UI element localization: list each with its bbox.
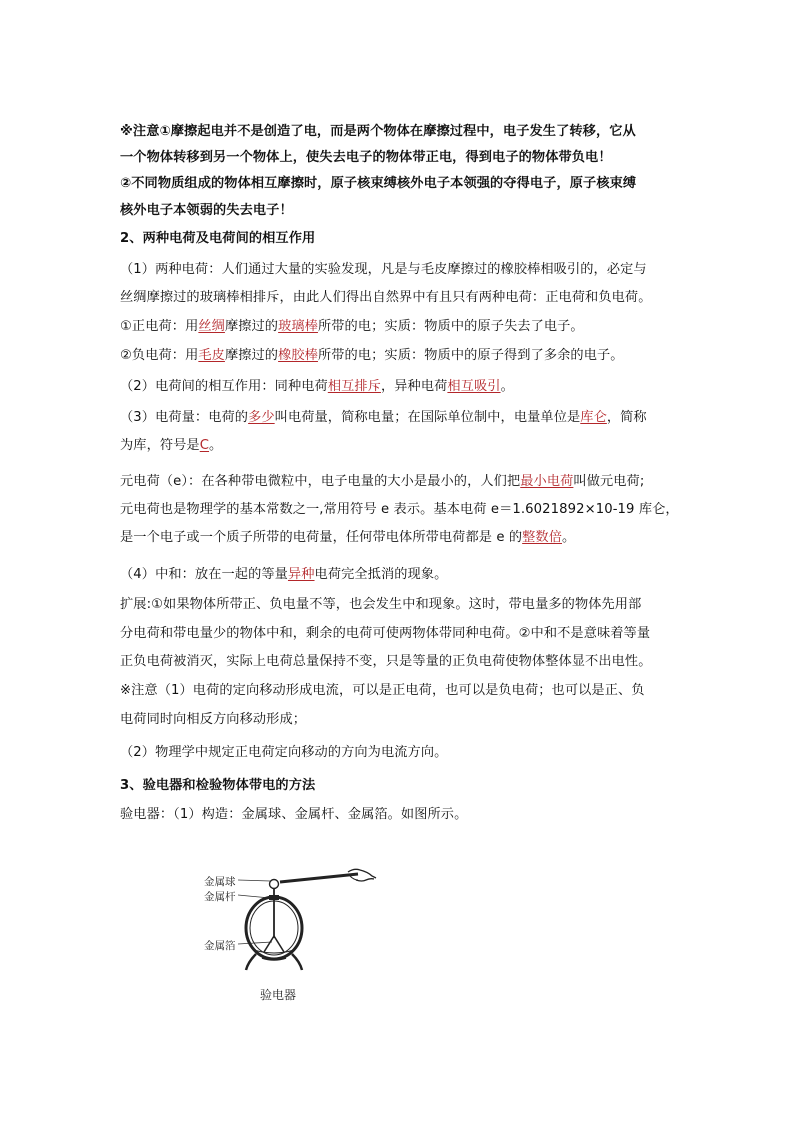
- text-run: 电荷完全抵消的现象。: [314, 567, 448, 582]
- text-run: 所带的电；实质：物质中的原子失去了电子。: [317, 319, 584, 334]
- text-run: 电荷同时向相反方向移动形成；: [120, 712, 307, 727]
- text-run: ※注意（1）电荷的定向移动形成电流，可以是正电荷，也可以是负电荷；也可以是正、负: [120, 683, 645, 698]
- text-line: [120, 231, 315, 247]
- key-term: 整数倍: [522, 530, 563, 545]
- text-line: [120, 124, 636, 140]
- text-run: 扩展:①如果物体所带正、负电量不等，也会发生中和现象。这时，带电量多的物体先用部: [120, 597, 642, 612]
- text-run: 正负电荷被消灭，实际上电荷总量保持不变，只是等量的正负电荷使物体整体显不出电性。: [120, 654, 652, 669]
- label-metal-rod: 金属杆: [204, 891, 236, 903]
- text-run: （3）电荷量：电荷的: [120, 410, 249, 425]
- text-run: 为库，符号是: [120, 438, 200, 453]
- text-line: [120, 807, 467, 823]
- text-run: 3、验电器和检验物体带电的方法: [120, 778, 316, 793]
- key-term: C: [199, 438, 210, 453]
- text-run: ①正电荷：用: [120, 319, 199, 334]
- text-run: 2、两种电荷及电荷间的相互作用: [120, 231, 316, 246]
- text-run: 。: [562, 530, 576, 545]
- text-line: [120, 530, 575, 546]
- label-metal-ball: 金属球: [204, 876, 236, 888]
- text-run: 分电荷和带电量少的物体中和，剩余的电荷可使两物体带同种电荷。②中和不是意味着等量: [120, 626, 651, 641]
- key-term: 库仑: [580, 410, 607, 425]
- text-line: [120, 597, 641, 613]
- text-run: 元电荷（e）：在各种带电微粒中，电子电量的大小是最小的，人们把: [120, 474, 521, 489]
- text-line: [120, 778, 315, 794]
- text-run: （4）中和：放在一起的等量: [120, 567, 288, 582]
- text-line: [120, 262, 647, 278]
- key-term: 丝绸: [198, 319, 225, 334]
- text-line: [120, 438, 222, 454]
- text-line: [120, 745, 447, 761]
- text-run: ※注意①摩擦起电并不是创造了电，而是两个物体在摩擦过程中，电子发生了转移，它从: [120, 124, 636, 139]
- text-run: 摩擦过的: [224, 348, 279, 363]
- text-run: 摩擦过的: [224, 319, 279, 334]
- text-line: [120, 567, 447, 583]
- key-term: 多少: [248, 410, 275, 425]
- key-term: 玻璃棒: [278, 319, 318, 334]
- text-run: （2）物理学中规定正电荷定向移动的方向为电流方向。: [120, 745, 448, 760]
- text-run: 所带的电；实质：物质中的原子得到了多余的电子。: [317, 348, 624, 363]
- text-run: ②负电荷：用: [120, 348, 199, 363]
- text-run: 元电荷也是物理学的基本常数之一,常用符号 e 表示。基本电荷 e＝1.6021892×10-19 库仑，: [120, 502, 679, 517]
- text-line: [120, 626, 650, 642]
- key-term: 最小电荷: [520, 474, 574, 489]
- text-line: [120, 683, 645, 699]
- key-term: 异种: [287, 567, 315, 582]
- text-run: 是一个电子或一个质子所带的电荷量，任何带电体所带电荷都是 e 的: [120, 530, 523, 545]
- text-run: ②不同物质组成的物体相互摩擦时，原子核束缚核外电子本领强的夺得电子，原子核束缚: [120, 176, 637, 191]
- text-run: 验电器：（1）构造：金属球、金属杆、金属箔。如图所示。: [120, 807, 468, 822]
- electroscope-drawing: [230, 866, 380, 986]
- text-line: [120, 502, 679, 518]
- figure-caption: 验电器: [260, 988, 297, 1002]
- key-term: 橡胶棒: [278, 348, 318, 363]
- text-run: ，简称: [606, 410, 647, 425]
- text-run: 。: [500, 379, 514, 394]
- key-term: 相互吸引: [447, 379, 501, 394]
- text-run: 叫电荷量，简称电量；在国际单位制中，电量单位是: [274, 410, 581, 425]
- text-line: [120, 290, 652, 306]
- text-run: 核外电子本领弱的失去电子！: [120, 203, 293, 218]
- label-metal-foil: 金属箔: [204, 940, 236, 952]
- text-run: 丝绸摩擦过的玻璃棒相排斥，由此人们得出自然界中有且只有两种电荷：正电荷和负电荷。: [120, 290, 652, 305]
- text-line: [120, 410, 647, 426]
- text-line: [120, 176, 636, 192]
- key-term: 相互排斥: [327, 379, 381, 394]
- text-line: [120, 150, 612, 166]
- text-run: （1）两种电荷：人们通过大量的实验发现，凡是与毛皮摩擦过的橡胶棒相吸引的，必定与: [120, 262, 647, 277]
- text-line: [120, 712, 306, 728]
- text-line: [120, 379, 514, 395]
- key-term: 毛皮: [198, 348, 225, 363]
- text-run: （2）电荷间的相互作用：同种电荷: [120, 379, 328, 394]
- text-line: [120, 348, 624, 364]
- text-run: 。: [209, 438, 223, 453]
- text-run: 叫做元电荷;: [573, 474, 645, 489]
- text-line: [120, 203, 293, 219]
- text-run: ，异种电荷: [380, 379, 448, 394]
- text-run: 一个物体转移到另一个物体上，使失去电子的物体带正电，得到电子的物体带负电！: [120, 150, 612, 165]
- text-line: [120, 654, 652, 670]
- text-line: [120, 474, 644, 490]
- text-line: [120, 319, 584, 335]
